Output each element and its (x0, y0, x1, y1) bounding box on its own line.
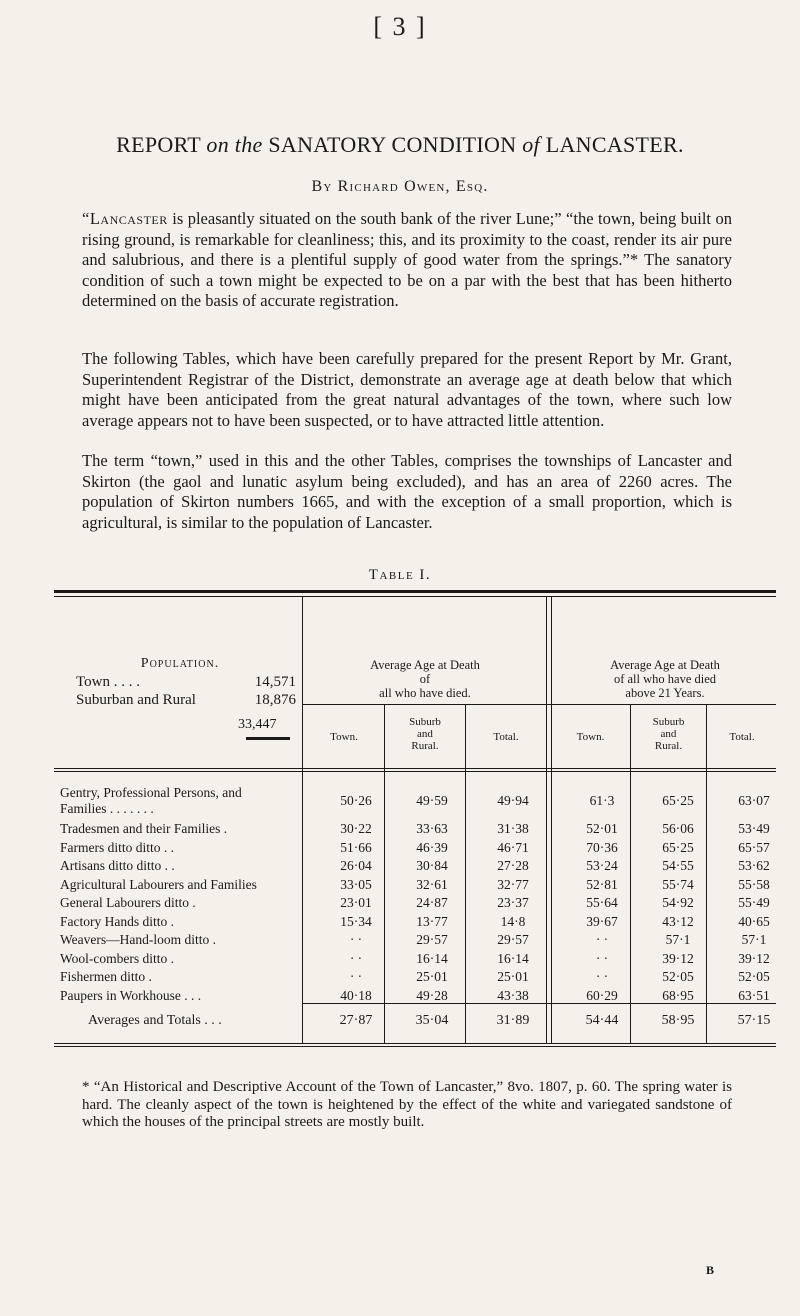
cell-town-21: 55·64 (586, 895, 618, 910)
cell-town-21: 53·24 (586, 858, 618, 873)
group-header-line: above 21 Years. (625, 686, 705, 700)
group-header-above-21 (556, 658, 774, 700)
cell-town-21: 52·81 (586, 876, 618, 892)
table-row (60, 785, 780, 821)
cell-suburb-21: 55·74 (662, 876, 694, 892)
cell-town-21: 52·01 (586, 821, 618, 836)
table-row (60, 914, 780, 933)
cell-suburb: 49·28 (416, 987, 448, 1003)
table-row (60, 895, 780, 914)
cell-town: 33·05 (340, 876, 372, 892)
group-header-line: Average Age at Death (370, 658, 480, 672)
subheader-rule (302, 704, 776, 705)
population-label: Town . . . . (76, 674, 140, 690)
cell-town: 30·22 (340, 821, 372, 836)
table-bottom-rule (54, 1043, 776, 1044)
table-row (60, 932, 780, 951)
row-label: Paupers in Workhouse . . . (60, 987, 202, 1003)
cell-total: 27·28 (497, 858, 529, 873)
row-label: Tradesmen and their Families . (60, 821, 228, 836)
row-label: Wool-combers ditto . (60, 950, 175, 966)
row-label: Gentry, Professional Persons, and Families . . . . . . . (60, 785, 242, 816)
table-top-rule-thin (54, 596, 776, 597)
col-header-town: Town. (576, 731, 605, 743)
cell-town-21: 39·67 (586, 913, 618, 929)
cell-total-21: 55·58 (738, 876, 770, 892)
cell-town-21: · · (595, 950, 609, 966)
col-header-total: Total. (729, 731, 755, 743)
table-row (60, 988, 780, 1007)
row-label: Agricultural Labourers and Families (60, 876, 257, 892)
byline: By Richard Owen, Esq. (311, 178, 489, 195)
paragraph-3: The term “town,” used in this and the other Tables, comprises the townships of Lancaster and Skirton (the gaol and lunatic asylum being excluded), and has an area of 2260 acres. The population of Skirton numbers 1665, and with the exception of a small proportion, which is agricultural, is similar to the population of Lancaster. (82, 451, 732, 532)
col-header-suburb: Suburb and Rural. (409, 716, 441, 752)
table-row (60, 858, 780, 877)
title-italic-of: of (522, 132, 540, 157)
row-label: Artisans ditto ditto . . (60, 858, 175, 873)
cell-suburb: 33·63 (416, 821, 448, 836)
cell-town-21: · · (595, 932, 609, 947)
cell-suburb-21: 65·25 (662, 839, 694, 855)
population-heading: Population. (140, 656, 220, 671)
cell-total-21: 53·62 (738, 858, 770, 873)
cell-suburb-21: 43·12 (662, 913, 694, 929)
col-header-town: Town. (330, 731, 358, 743)
table-row (60, 969, 780, 988)
cell-total-21: 63·07 (738, 793, 770, 808)
cell-suburb: 30·84 (416, 858, 448, 873)
cell-suburb: 29·57 (416, 932, 448, 947)
cell-suburb-21: 56·06 (662, 821, 694, 836)
cell-suburb-21: 54·55 (662, 858, 694, 873)
cell-suburb: 46·39 (416, 839, 448, 855)
avg-suburb: 35·04 (415, 1013, 449, 1028)
cell-total: 43·38 (497, 987, 529, 1003)
cell-town: · · (349, 969, 363, 984)
population-total: 33,447 (238, 717, 277, 732)
group-header-line: all who have died. (379, 686, 471, 700)
table-row (60, 951, 780, 970)
cell-suburb-21: 39·12 (662, 950, 694, 966)
row-label: Factory Hands ditto . (60, 913, 174, 929)
paragraph-1-text: is pleasantly situated on the south bank of the river Lune;” “the town, being built on rising ground, is remarkable for cleanliness; this, and its proximity to the coast, render its air pure and salubrious, and there is a plentiful supply of good water from the springs.”* The sanatory condition of such a town might be expected to be on a par with the best that has been hitherto determined on the basis of accurate registration. (82, 209, 732, 310)
row-label: Weavers—Hand-loom ditto . (60, 932, 217, 947)
table-row (60, 877, 780, 896)
cell-total-21: 63·51 (738, 987, 770, 1003)
avg-town-21: 54·44 (585, 1013, 619, 1028)
group-header-line: of (419, 672, 431, 686)
table-row (60, 821, 780, 840)
table-bottom-rule-2 (54, 1046, 776, 1047)
cell-total-21: 53·49 (738, 821, 770, 836)
header-bottom-rule (54, 768, 776, 769)
col-header-suburb: Suburb and Rural. (652, 716, 685, 752)
cell-suburb: 13·77 (416, 913, 448, 929)
population-label: Suburban and Rural (76, 692, 196, 708)
cell-suburb: 16·14 (416, 950, 448, 966)
group-header-line: of all who have died (613, 672, 717, 686)
footnote: * “An Historical and Descriptive Account of the Town of Lancaster,” 8vo. 1807, p. 60. The spring water is hard. The cleanly aspect of the town is heightened by the effect of the white and variegated sandstone of which the houses of the principal streets are mostly built. (82, 1079, 732, 1130)
cell-town-21: 61·3 (589, 793, 615, 808)
population-total-rule (246, 737, 290, 740)
cell-town: 51·66 (340, 839, 372, 855)
cell-town: 50·26 (340, 793, 372, 808)
population-value: 14,571 (254, 674, 296, 690)
table-top-rule (54, 590, 776, 593)
cell-town: · · (349, 950, 363, 966)
title-part: LANCASTER. (539, 132, 684, 157)
cell-total: 14·8 (500, 913, 526, 929)
row-label: General Labourers ditto . (60, 895, 196, 910)
signature-mark: B (706, 1263, 715, 1277)
row-label: Farmers ditto ditto . . (60, 839, 174, 855)
cell-town-21: · · (595, 969, 609, 984)
cell-total: 31·38 (497, 821, 529, 836)
cell-total-21: 52·05 (738, 969, 770, 984)
avg-suburb-21: 58·95 (661, 1013, 695, 1028)
cell-suburb: 49·59 (416, 793, 448, 808)
cell-suburb-21: 54·92 (662, 895, 694, 910)
avg-town: 27·87 (339, 1013, 373, 1028)
cell-total: 16·14 (497, 950, 529, 966)
report-title (0, 132, 800, 158)
cell-suburb-21: 52·05 (662, 969, 694, 984)
group-header-line: Average Age at Death (610, 658, 720, 672)
avg-total-21: 57·15 (737, 1013, 771, 1028)
table-row (60, 840, 780, 859)
population-value: 18,876 (254, 692, 296, 708)
paragraph-1-lead: “Lancaster (82, 209, 168, 228)
cell-total-21: 57·1 (741, 932, 767, 947)
title-italic-on-the: on the (206, 132, 263, 157)
cell-suburb-21: 57·1 (665, 932, 691, 947)
avg-total: 31·89 (496, 1013, 530, 1028)
paragraph-1 (82, 209, 732, 312)
population-row (76, 691, 296, 709)
header-bottom-rule-2 (54, 771, 776, 772)
cell-suburb-21: 65·25 (662, 793, 694, 808)
cell-town: 15·34 (340, 913, 372, 929)
cell-total-21: 65·57 (738, 839, 770, 855)
cell-total-21: 55·49 (738, 895, 770, 910)
cell-town: 23·01 (340, 895, 372, 910)
averages-row (60, 1013, 780, 1033)
cell-total: 49·94 (497, 793, 529, 808)
population-row (76, 673, 296, 691)
cell-total: 46·71 (497, 839, 529, 855)
cell-suburb: 32·61 (416, 876, 448, 892)
cell-town: · · (349, 932, 363, 947)
cell-town-21: 70·36 (586, 839, 618, 855)
title-part: SANATORY CONDITION (262, 132, 523, 157)
paragraph-2: The following Tables, which have been carefully prepared for the present Report by Mr. Grant, Superintendent Registrar of the District, demonstrate an average age at death below that which might have been anticipated from the great natural advantages of the town, where such low average appears not to have been suspected, or to have attracted little attention. (82, 349, 732, 430)
cell-suburb: 24·87 (416, 895, 448, 910)
cell-total-21: 39·12 (738, 950, 770, 966)
page-number: [ 3 ] (373, 12, 427, 41)
table-body (60, 785, 780, 1006)
cell-total: 29·57 (497, 932, 529, 947)
population-block (76, 655, 296, 709)
cell-town: 40·18 (340, 987, 372, 1003)
cell-total: 23·37 (497, 895, 529, 910)
cell-total: 32·77 (497, 876, 529, 892)
cell-suburb: 25·01 (416, 969, 448, 984)
row-label: Fishermen ditto . (60, 969, 152, 984)
group-header-all-deaths (310, 658, 540, 700)
cell-suburb-21: 68·95 (662, 987, 694, 1003)
cell-total: 25·01 (497, 969, 529, 984)
averages-label: Averages and Totals . . . (88, 1013, 222, 1028)
col-header-total: Total. (493, 731, 519, 743)
cell-town: 26·04 (340, 858, 372, 873)
title-part: REPORT (116, 132, 207, 157)
table-label: Table I. (368, 567, 432, 583)
cell-total-21: 40·65 (738, 913, 770, 929)
cell-town-21: 60·29 (586, 987, 618, 1003)
